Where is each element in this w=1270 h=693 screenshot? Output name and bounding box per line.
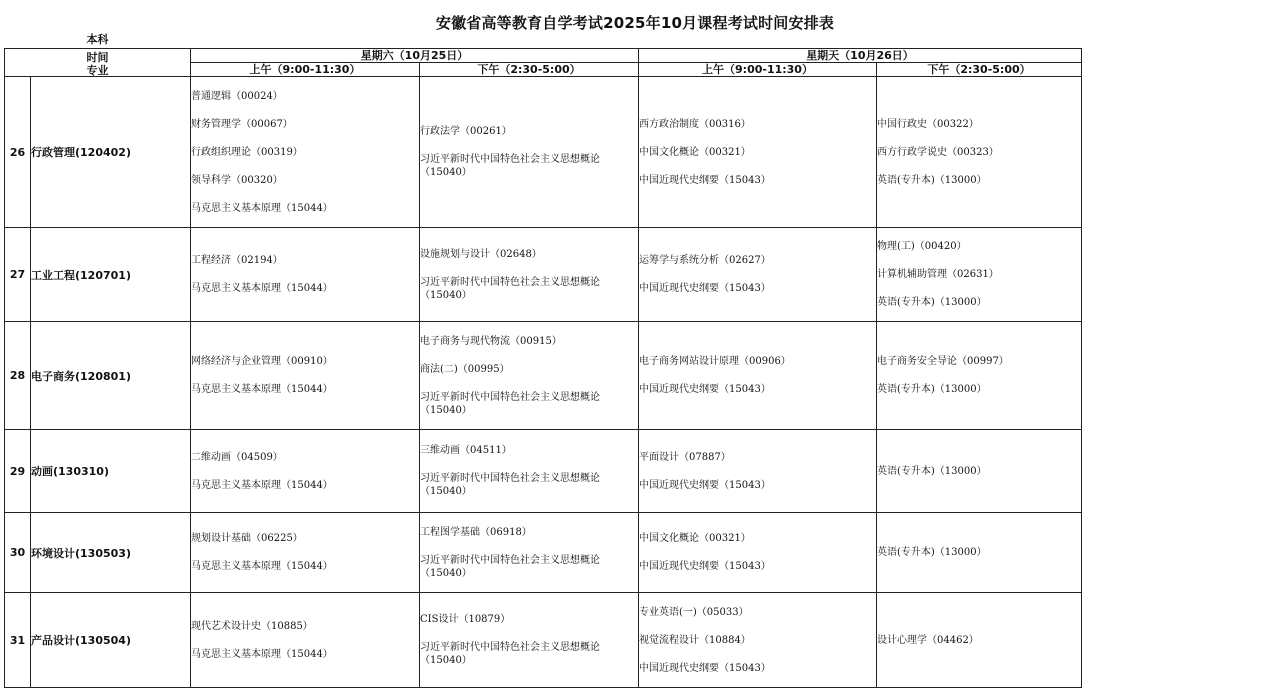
header-row-days xyxy=(5,49,1082,63)
sun-am-cell xyxy=(639,228,877,322)
table-row xyxy=(5,322,1082,430)
corner-header xyxy=(5,33,191,77)
sun-pm-cell xyxy=(877,513,1082,593)
course-item: 规划设计基础（06225） xyxy=(191,533,303,544)
day2-header: 星期天（10月26日） xyxy=(639,49,1082,63)
course-item: 中国文化概论（00321） xyxy=(639,533,751,544)
sat-pm-cell xyxy=(420,322,639,430)
course-item: 视觉流程设计（10884） xyxy=(639,634,751,646)
course-item: 西方行政学说史（00323） xyxy=(877,146,999,158)
row-number: 27 xyxy=(5,228,31,322)
sun-pm-header: 下午（2:30-5:00） xyxy=(877,63,1082,77)
major-name: 电子商务(120801) xyxy=(31,322,191,430)
sat-am-cell xyxy=(191,593,420,688)
sun-am-cell xyxy=(639,513,877,593)
course-item: 中国近现代史纲要（15043） xyxy=(639,174,771,186)
course-item: 习近平新时代中国特色社会主义思想概论（15040） xyxy=(420,473,600,497)
course-item: 中国文化概论（00321） xyxy=(639,146,751,158)
sun-am-cell xyxy=(639,77,877,228)
course-item: 行政法学（00261） xyxy=(420,126,512,137)
sat-am-header: 上午（9:00-11:30） xyxy=(191,63,420,77)
table-row xyxy=(5,228,1082,322)
sat-pm-cell xyxy=(420,430,639,513)
course-item: 领导科学（00320） xyxy=(191,174,283,186)
level-label: 本科 xyxy=(86,33,109,46)
course-item: 马克思主义基本原理（15044） xyxy=(191,561,333,572)
row-number: 31 xyxy=(5,593,31,688)
sat-pm-cell xyxy=(420,593,639,688)
sat-am-cell xyxy=(191,77,420,228)
course-item: 设计心理学（04462） xyxy=(877,634,979,646)
page-title: 安徽省高等教育自学考试2025年10月课程考试时间安排表 xyxy=(435,14,835,32)
course-item: 商法(二)（00995） xyxy=(420,363,510,375)
row-number: 29 xyxy=(5,430,31,513)
course-item: 英语(专升本)（13000） xyxy=(877,547,987,558)
course-item: 马克思主义基本原理（15044） xyxy=(191,479,333,491)
table-row xyxy=(5,430,1082,513)
sun-am-cell xyxy=(639,430,877,513)
course-item: 中国行政史（00322） xyxy=(877,118,979,130)
sat-am-cell xyxy=(191,228,420,322)
row-number: 30 xyxy=(5,513,31,593)
course-item: 运筹学与系统分析（02627） xyxy=(639,255,771,266)
course-item: 英语(专升本)（13000） xyxy=(877,297,987,308)
course-item: 电子商务安全导论（00997） xyxy=(877,356,1009,367)
course-item: 中国近现代史纲要（15043） xyxy=(639,662,771,674)
course-item: 英语(专升本)（13000） xyxy=(877,384,987,395)
course-item: 财务管理学（00067） xyxy=(191,118,293,130)
course-item: 计算机辅助管理（02631） xyxy=(877,269,999,280)
major-name: 环境设计(130503) xyxy=(31,513,191,593)
course-item: 习近平新时代中国特色社会主义思想概论（15040） xyxy=(420,276,600,301)
sat-pm-cell xyxy=(420,228,639,322)
day1-header: 星期六（10月25日） xyxy=(191,49,639,63)
course-item: 英语(专升本)（13000） xyxy=(877,465,987,477)
course-item: 习近平新时代中国特色社会主义思想概论（15040） xyxy=(420,554,600,579)
sun-pm-cell xyxy=(877,593,1082,688)
table-row xyxy=(5,513,1082,593)
major-name: 动画(130310) xyxy=(31,430,191,513)
course-item: 现代艺术设计史（10885） xyxy=(191,620,313,632)
sun-pm-cell xyxy=(877,77,1082,228)
course-item: 中国近现代史纲要（15043） xyxy=(639,479,771,491)
major-name: 工业工程(120701) xyxy=(31,228,191,322)
course-item: 英语(专升本)（13000） xyxy=(877,174,987,186)
course-item: 习近平新时代中国特色社会主义思想概论（15040） xyxy=(420,642,600,666)
sat-am-cell xyxy=(191,430,420,513)
sat-am-cell xyxy=(191,513,420,593)
course-item: 中国近现代史纲要（15043） xyxy=(639,561,771,572)
course-item: 工程经济（02194） xyxy=(191,255,283,266)
sat-pm-header: 下午（2:30-5:00） xyxy=(420,63,639,77)
course-item: 二维动画（04509） xyxy=(191,451,283,463)
table-row xyxy=(5,593,1082,688)
course-item: 平面设计（07887） xyxy=(639,451,731,463)
course-item: 普通逻辑（00024） xyxy=(191,90,283,102)
sat-pm-cell xyxy=(420,77,639,228)
course-item: 习近平新时代中国特色社会主义思想概论（15040） xyxy=(420,391,600,416)
course-item: 工程图学基础（06918） xyxy=(420,526,532,538)
course-item: 马克思主义基本原理（15044） xyxy=(191,384,333,395)
sun-pm-cell xyxy=(877,322,1082,430)
sat-am-cell xyxy=(191,322,420,430)
sun-am-header: 上午（9:00-11:30） xyxy=(639,63,877,77)
course-item: CIS设计（10879） xyxy=(420,614,511,625)
course-item: 习近平新时代中国特色社会主义思想概论（15040） xyxy=(420,154,600,178)
course-item: 西方政治制度（00316） xyxy=(639,118,751,130)
time-label: 时间 xyxy=(86,51,109,64)
course-item: 马克思主义基本原理（15044） xyxy=(191,648,333,660)
major-name: 行政管理(120402) xyxy=(31,77,191,228)
sat-pm-cell xyxy=(420,513,639,593)
course-item: 物理(工)（00420） xyxy=(877,241,967,252)
course-item: 马克思主义基本原理（15044） xyxy=(191,283,333,294)
major-name: 产品设计(130504) xyxy=(31,593,191,688)
major-label: 专业 xyxy=(86,64,109,77)
course-item: 电子商务与现代物流（00915） xyxy=(420,335,562,347)
sun-pm-cell xyxy=(877,430,1082,513)
course-item: 三维动画（04511） xyxy=(420,445,512,456)
course-item: 设施规划与设计（02648） xyxy=(420,248,542,260)
course-item: 网络经济与企业管理（00910） xyxy=(191,356,333,367)
sun-pm-cell xyxy=(877,228,1082,322)
sun-am-cell xyxy=(639,322,877,430)
course-item: 中国近现代史纲要（15043） xyxy=(639,384,771,395)
course-item: 中国近现代史纲要（15043） xyxy=(639,283,771,294)
course-item: 电子商务网站设计原理（00906） xyxy=(639,356,791,367)
exam-schedule-table xyxy=(4,33,1082,688)
sun-am-cell xyxy=(639,593,877,688)
course-item: 行政组织理论（00319） xyxy=(191,146,303,158)
course-item: 专业英语(一)（05033） xyxy=(639,606,749,618)
row-number: 28 xyxy=(5,322,31,430)
table-row xyxy=(5,77,1082,228)
course-item: 马克思主义基本原理（15044） xyxy=(191,202,333,214)
row-number: 26 xyxy=(5,77,31,228)
